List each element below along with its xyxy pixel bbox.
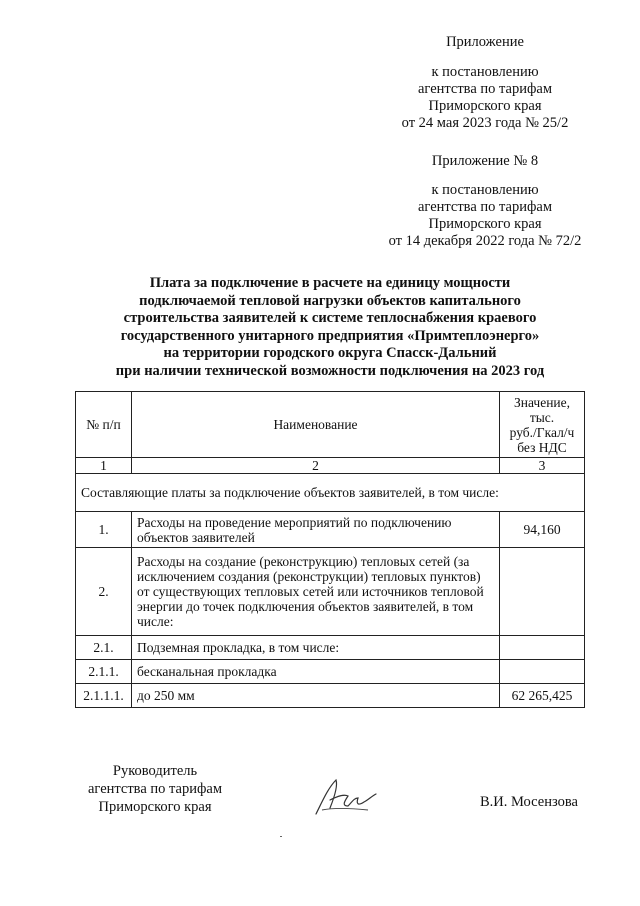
row-value: 94,160 bbox=[500, 512, 585, 548]
heading-line: Плата за подключение в расчете на единицу мощности bbox=[149, 275, 511, 291]
appendix-block bbox=[380, 34, 590, 132]
row-number: 2.1.1.1. bbox=[76, 684, 132, 708]
row-name: бесканальная прокладка bbox=[132, 660, 500, 684]
header-num: № п/п bbox=[76, 392, 132, 458]
table-header-row bbox=[76, 392, 585, 458]
appendix8-line: Приморского края bbox=[428, 216, 542, 232]
signatory-line: Руководитель bbox=[112, 763, 198, 779]
column-number: 1 bbox=[76, 458, 132, 474]
row-value: 62 265,425 bbox=[500, 684, 585, 708]
tariff-table bbox=[75, 391, 585, 708]
table-row bbox=[76, 548, 585, 636]
table-row bbox=[76, 684, 585, 708]
row-number: 1. bbox=[76, 512, 132, 548]
heading-line: подключаемой тепловой нагрузки объектов капитального bbox=[139, 292, 521, 309]
appendix8-line: к постановлению bbox=[431, 182, 539, 198]
heading-line: государственного унитарного предприятия «Примтеплоэнерго» bbox=[120, 327, 540, 344]
appendix8-block bbox=[380, 153, 590, 250]
header-value-line: тыс. bbox=[529, 409, 555, 425]
row-name: Расходы на проведение мероприятий по подключению объектов заявителей bbox=[132, 512, 500, 548]
column-number: 2 bbox=[132, 458, 500, 474]
row-number: 2.1. bbox=[76, 636, 132, 660]
row-name: Подземная прокладка, в том числе: bbox=[132, 636, 500, 660]
heading-line: при наличии технической возможности подключения на 2023 год bbox=[115, 362, 545, 379]
column-number: 3 bbox=[500, 458, 585, 474]
signatory-block bbox=[70, 762, 240, 816]
appendix-line: к постановлению bbox=[431, 64, 539, 80]
section-row bbox=[76, 474, 585, 512]
row-name: до 250 мм bbox=[132, 684, 500, 708]
appendix8-line: от 14 декабря 2022 года № 72/2 bbox=[388, 233, 582, 249]
header-name: Наименование bbox=[132, 392, 500, 458]
signatory-line: агентства по тарифам bbox=[88, 781, 222, 797]
header-value-line: без НДС bbox=[517, 439, 567, 455]
handwritten-signature-icon bbox=[308, 772, 380, 827]
table-row bbox=[76, 660, 585, 684]
header-value bbox=[500, 392, 585, 458]
header-value-line: Значение, bbox=[513, 394, 571, 410]
table-row bbox=[76, 512, 585, 548]
row-number: 2.1.1. bbox=[76, 660, 132, 684]
table-row bbox=[76, 636, 585, 660]
appendix-line: Приморского края bbox=[428, 98, 542, 114]
row-value bbox=[500, 548, 585, 636]
scan-speck bbox=[280, 836, 282, 837]
appendix-title: Приложение bbox=[446, 34, 524, 50]
heading-line: на территории городского округа Спасск-Дальний bbox=[163, 345, 497, 361]
row-name: Расходы на создание (реконструкцию) тепловых сетей (за исключением создания (реконструкции) тепловых пунктов) от существующих тепловых сетей или источников тепловой энергии до точек подключения объектов заявителей, в том числе: bbox=[132, 548, 500, 636]
signatory-name: В.И. Мосензова bbox=[480, 794, 578, 810]
row-number: 2. bbox=[76, 548, 132, 636]
row-value bbox=[500, 660, 585, 684]
appendix8-title: Приложение № 8 bbox=[431, 153, 539, 169]
row-value bbox=[500, 636, 585, 660]
document-heading bbox=[70, 275, 590, 380]
signatory-line: Приморского края bbox=[98, 799, 212, 815]
header-value-line: руб./Гкал/ч bbox=[509, 424, 575, 440]
appendix8-line: агентства по тарифам bbox=[418, 199, 552, 215]
section-label: Составляющие платы за подключение объектов заявителей, в том числе: bbox=[76, 474, 585, 512]
column-number-row bbox=[76, 458, 585, 474]
heading-line: строительства заявителей к системе теплоснабжения краевого bbox=[123, 310, 537, 326]
appendix-line: от 24 мая 2023 года № 25/2 bbox=[401, 115, 569, 131]
appendix-line: агентства по тарифам bbox=[418, 81, 552, 97]
